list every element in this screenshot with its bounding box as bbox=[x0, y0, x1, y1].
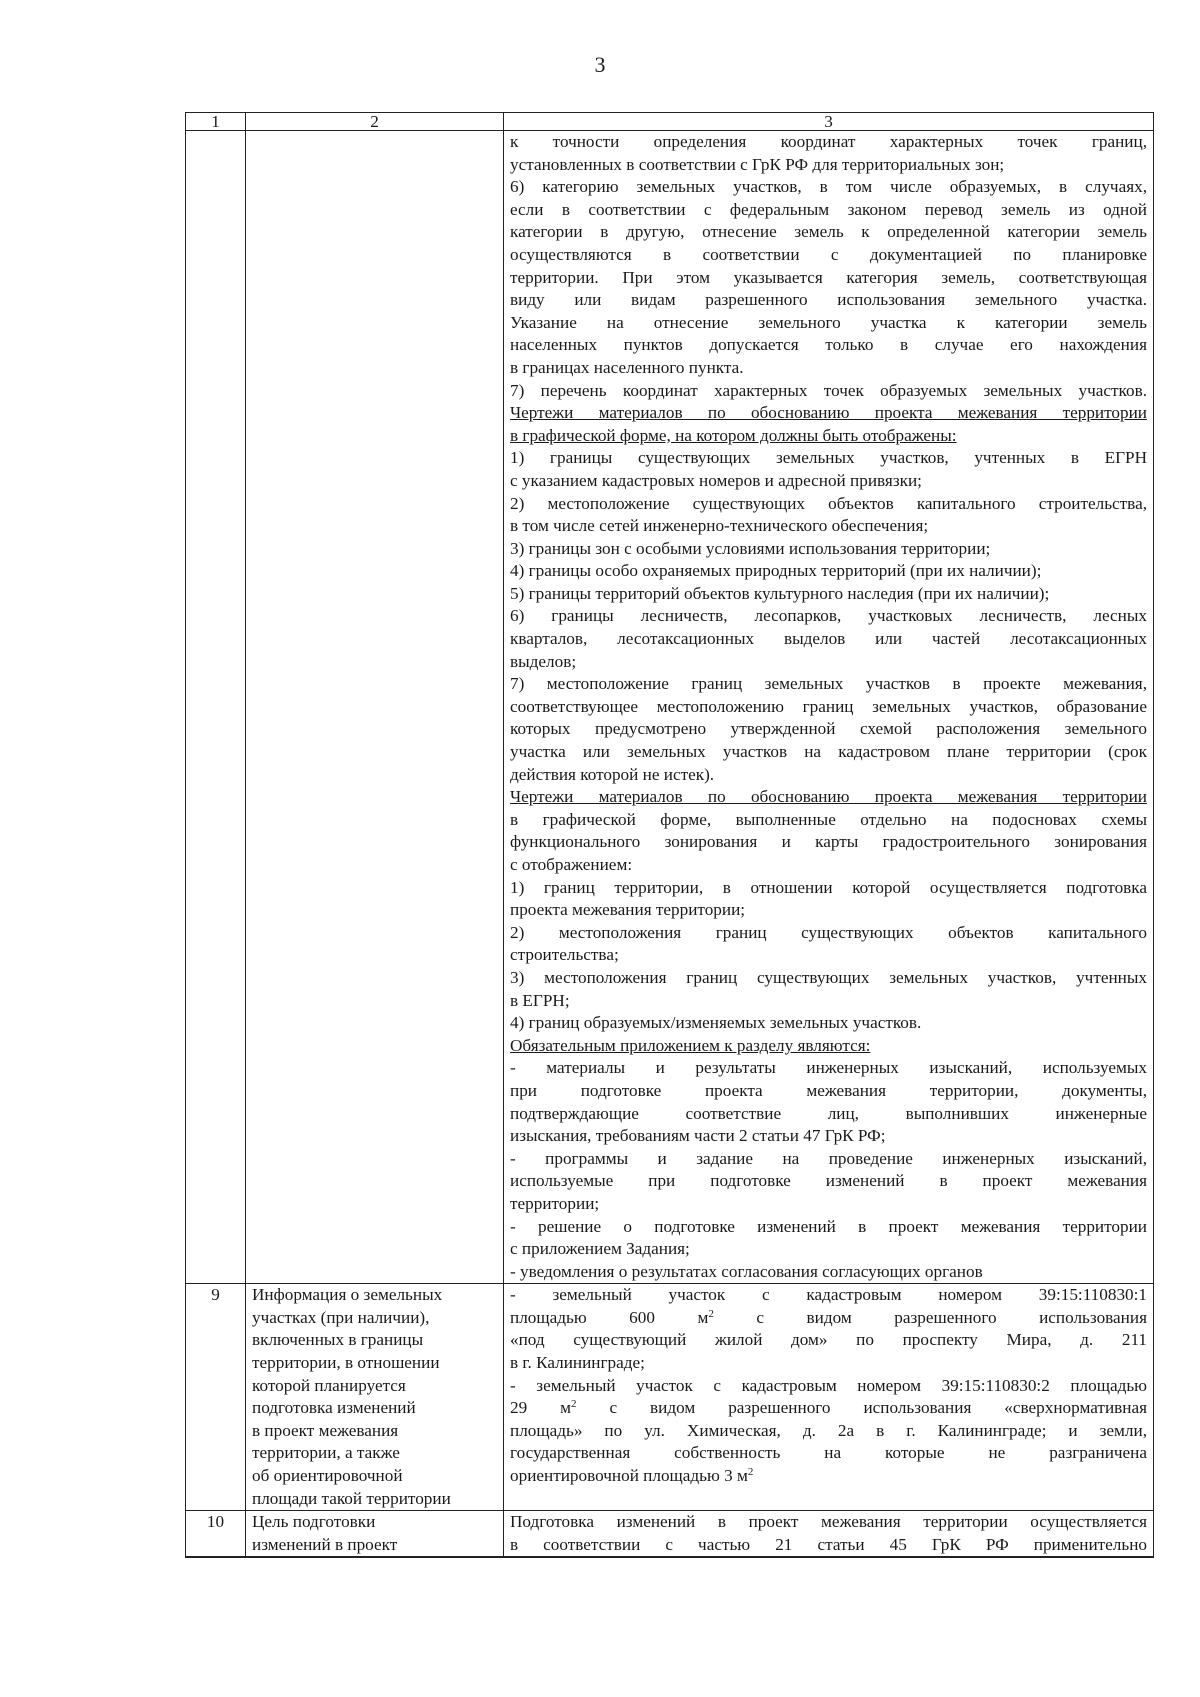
text-line: государственная собственность на которые не разграничена bbox=[510, 1443, 1147, 1463]
title-line: территории, а также bbox=[252, 1443, 400, 1463]
text-line: выделов; bbox=[510, 651, 577, 671]
text-line: ориентировочной площадью 3 $м^2$ bbox=[510, 1466, 754, 1486]
title-line: включенных в границы bbox=[252, 1330, 424, 1350]
row-content bbox=[504, 1284, 1154, 1511]
text-line: если в соответствии с федеральным законом перевод земель из одной bbox=[510, 199, 1147, 219]
row-number: 10 bbox=[186, 1511, 246, 1558]
text-line: в г. Калининграде; bbox=[510, 1353, 645, 1373]
title-line: подготовка изменений bbox=[252, 1398, 416, 1418]
text-line: в соответствии с частью 21 статьи 45 ГрК РФ применительно bbox=[510, 1534, 1147, 1554]
page-number: 3 bbox=[594, 52, 606, 77]
text-line: которых предусмотрено утвержденной схемой расположения земельного bbox=[510, 719, 1147, 739]
text-line: с указанием кадастровых номеров и адресной привязки; bbox=[510, 470, 922, 490]
continuation-text-cell bbox=[504, 131, 1154, 1284]
underlined-heading: Обязательным приложением к разделу являются: bbox=[510, 1035, 871, 1055]
text-line: кварталов, лесотаксационных выделов или частей лесотаксационных bbox=[510, 629, 1147, 649]
text-line: используемые при подготовке изменений в проект межевания bbox=[510, 1171, 1147, 1191]
title-line: которой планируется bbox=[252, 1375, 406, 1395]
text-line: населенных пунктов допускается только в случае его нахождения bbox=[510, 335, 1147, 355]
text-line: категории в другую, отнесение земель к определенной категории земель bbox=[510, 222, 1147, 242]
text-line: «под существующий жилой дом» по проспекту Мира, д. 211 bbox=[510, 1330, 1147, 1350]
underlined-heading: в графической форме, на котором должны быть отображены: bbox=[510, 425, 957, 445]
text-line: при подготовке проекта межевания территории, документы, bbox=[510, 1080, 1147, 1100]
text-line: - земельный участок с кадастровым номером 39:15:110830:2 площадью bbox=[510, 1375, 1147, 1395]
text-line: к точности определения координат характерных точек границ, bbox=[510, 132, 1147, 151]
continuation-title-cell bbox=[246, 131, 504, 1284]
text-line: 4) границ образуемых/изменяемых земельных участков. bbox=[510, 1013, 922, 1033]
title-line: Цель подготовки bbox=[252, 1512, 376, 1532]
table-row-10 bbox=[186, 1511, 1154, 1558]
text-line: осуществляются в соответствии с документацией по планировке bbox=[510, 244, 1147, 264]
text-line: подтверждающие соответствие лиц, выполнивших инженерные bbox=[510, 1103, 1147, 1123]
text-line: виду или видам разрешенного использования земельного участка. bbox=[510, 290, 1147, 310]
table-row-continuation bbox=[186, 131, 1154, 1284]
title-line: площади такой территории bbox=[252, 1488, 451, 1508]
text-line: - уведомления о результатах согласования согласующих органов bbox=[510, 1261, 983, 1281]
requirements-table bbox=[185, 112, 1154, 1558]
row-title bbox=[246, 1284, 504, 1511]
text-line: 2) местоположения границ существующих объектов капитального bbox=[510, 922, 1147, 942]
title-line: Информация о земельных bbox=[252, 1285, 443, 1305]
text-line: с приложением Задания; bbox=[510, 1239, 690, 1259]
text-line: 29 $м^2$ с видом разрешенного использования «сверхнормативная bbox=[510, 1398, 1147, 1418]
title-line: территории, в отношении bbox=[252, 1353, 440, 1373]
text-line: действия которой не истек). bbox=[510, 764, 715, 784]
row-number: 9 bbox=[186, 1284, 246, 1511]
text-line: Подготовка изменений в проект межевания территории осуществляется bbox=[510, 1512, 1147, 1532]
row-content bbox=[504, 1511, 1154, 1558]
continuation-number-cell bbox=[186, 131, 246, 1284]
underlined-heading: Чертежи материалов по обоснованию проекта межевания территории bbox=[510, 787, 1147, 807]
row-title bbox=[246, 1511, 504, 1558]
title-line: в проект межевания bbox=[252, 1420, 399, 1440]
text-line: соответствующее местоположению границ земельных участков, образование bbox=[510, 696, 1147, 716]
column-number-2: 2 bbox=[246, 113, 504, 131]
column-number-3: 3 bbox=[504, 113, 1154, 131]
text-line: 7) перечень координат характерных точек образуемых земельных участков. bbox=[510, 380, 1147, 400]
text-line: - решение о подготовке изменений в проект межевания территории bbox=[510, 1216, 1147, 1236]
table-row-9 bbox=[186, 1284, 1154, 1511]
text-line: территории. При этом указывается категория земель, соответствующая bbox=[510, 267, 1147, 287]
title-line: участках (при наличии), bbox=[252, 1307, 430, 1327]
title-line: об ориентировочной bbox=[252, 1466, 403, 1486]
text-line: территории; bbox=[510, 1193, 600, 1213]
title-line: изменений в проект bbox=[252, 1534, 398, 1554]
text-line: 7) местоположение границ земельных участков в проекте межевания, bbox=[510, 674, 1147, 694]
text-line: 3) границы зон с особыми условиями использования территории; bbox=[510, 538, 991, 558]
text-line: площадь» по ул. Химическая, д. 2а в г. Калининграде; и земли, bbox=[510, 1420, 1147, 1440]
text-line: в ЕГРН; bbox=[510, 990, 570, 1010]
underlined-heading: Чертежи материалов по обоснованию проекта межевания территории bbox=[510, 403, 1147, 423]
text-line: 6) категорию земельных участков, в том числе образуемых, в случаях, bbox=[510, 177, 1147, 197]
text-line: 1) границы существующих земельных участков, учтенных в ЕГРН bbox=[510, 448, 1147, 468]
table-header-row bbox=[186, 113, 1154, 131]
text-line: изыскания, требованиям части 2 статьи 47 ГрК РФ; bbox=[510, 1126, 886, 1146]
text-line: - земельный участок с кадастровым номером 39:15:110830:1 bbox=[510, 1285, 1147, 1305]
text-line: - материалы и результаты инженерных изысканий, используемых bbox=[510, 1058, 1147, 1078]
text-line: функционального зонирования и карты градостроительного зонирования bbox=[510, 832, 1147, 852]
column-number-1: 1 bbox=[186, 113, 246, 131]
text-line: 2) местоположение существующих объектов капитального строительства, bbox=[510, 493, 1147, 513]
text-line: с отображением: bbox=[510, 855, 633, 874]
text-line: в графической форме, выполненные отдельно на подосновах схемы bbox=[510, 809, 1147, 829]
text-line: Указание на отнесение земельного участка к категории земель bbox=[510, 312, 1147, 332]
text-line: 3) местоположения границ существующих земельных участков, учтенных bbox=[510, 967, 1147, 987]
text-line: 4) границы особо охраняемых природных территорий (при их наличии); bbox=[510, 561, 1042, 581]
text-line: установленных в соответствии с ГрК РФ для территориальных зон; bbox=[510, 154, 1005, 174]
text-line: - программы и задание на проведение инженерных изысканий, bbox=[510, 1148, 1147, 1168]
text-line: 1) границ территории, в отношении которой осуществляется подготовка bbox=[510, 877, 1147, 897]
text-line: в границах населенного пункта. bbox=[510, 357, 744, 377]
text-line: строительства; bbox=[510, 945, 619, 965]
text-line: 5) границы территорий объектов культурного наследия (при их наличии); bbox=[510, 583, 1050, 603]
text-line: 6) границы лесничеств, лесопарков, участковых лесничеств, лесных bbox=[510, 606, 1147, 626]
text-line: проекта межевания территории; bbox=[510, 900, 746, 920]
text-line: площадью 600 $м^2$ с видом разрешенного использования bbox=[510, 1307, 1147, 1327]
text-line: участка или земельных участков на кадастровом плане территории (срок bbox=[510, 742, 1147, 762]
text-line: в том числе сетей инженерно-технического обеспечения; bbox=[510, 516, 929, 536]
